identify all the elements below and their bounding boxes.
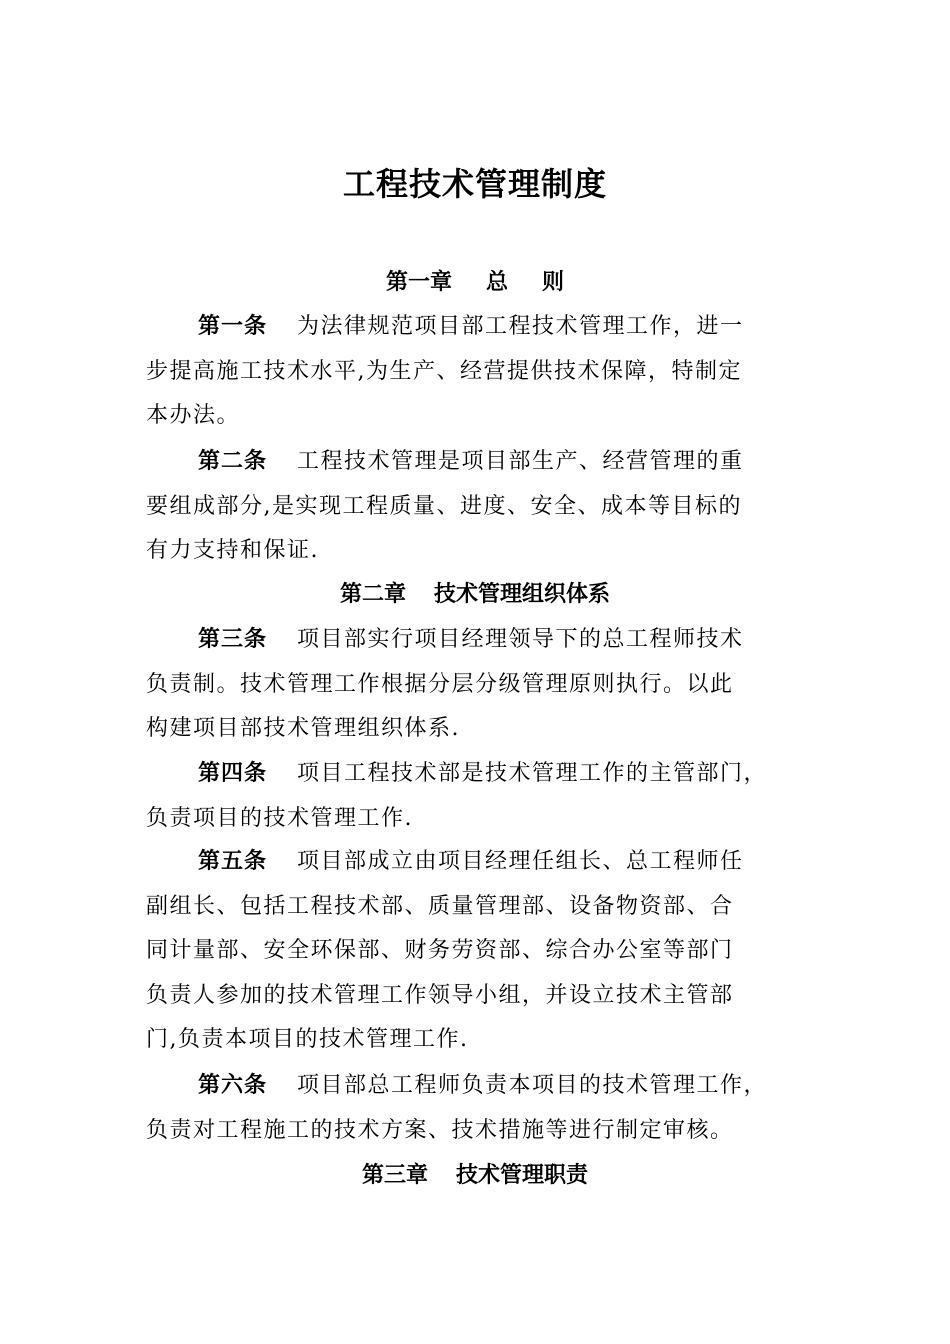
article-5 bbox=[146, 840, 806, 1063]
article-label: 第一条 bbox=[198, 314, 268, 339]
article-line: 负责人参加的技术管理工作领导小组，并设立技术主管部 bbox=[146, 982, 734, 1008]
article-line bbox=[146, 840, 806, 885]
article-text: 项目工程技术部是技术管理工作的主管部门， bbox=[297, 761, 768, 786]
article-line: 要组成部分,是实现工程质量、进度、安全、成本等目标的 bbox=[146, 493, 742, 519]
article-4 bbox=[146, 752, 806, 841]
article-line: 负责制。技术管理工作根据分层分级管理原则执行。以此 bbox=[146, 671, 734, 697]
article-1 bbox=[146, 305, 806, 439]
chapter-heading-2 bbox=[0, 580, 950, 610]
article-text: 项目部成立由项目经理任组长、总工程师任 bbox=[297, 849, 744, 874]
article-line: 负责项目的技术管理工作. bbox=[146, 805, 413, 831]
chapter-name-part: 总 bbox=[485, 270, 508, 295]
article-line: 同计量部、安全环保部、财务劳资部、综合办公室等部门 bbox=[146, 938, 734, 963]
chapter-label: 第一章 bbox=[385, 270, 452, 295]
chapter-name: 技术管理职责 bbox=[456, 1163, 589, 1188]
chapter-heading-3 bbox=[0, 1161, 950, 1191]
article-2 bbox=[146, 440, 806, 574]
article-text: 为法律规范项目部工程技术管理工作，进一 bbox=[297, 314, 744, 339]
article-line bbox=[146, 1064, 806, 1109]
article-6 bbox=[146, 1064, 806, 1153]
article-text: 项目部总工程师负责本项目的技术管理工作， bbox=[297, 1073, 768, 1098]
chapter-label: 第三章 bbox=[361, 1163, 428, 1188]
article-text: 项目部实行项目经理领导下的总工程师技术 bbox=[297, 627, 744, 652]
article-line bbox=[146, 618, 806, 663]
article-line: 步提高施工技术水平,为生产、经营提供技术保障，特制定 bbox=[146, 358, 742, 384]
chapter-name-part: 则 bbox=[542, 270, 565, 295]
article-line bbox=[146, 752, 806, 797]
article-line: 副组长、包括工程技术部、质量管理部、设备物资部、合 bbox=[146, 893, 734, 919]
article-line bbox=[146, 305, 806, 350]
article-label: 第二条 bbox=[198, 449, 268, 474]
article-line: 本办法。 bbox=[146, 403, 241, 428]
chapter-name: 技术管理组织体系 bbox=[434, 582, 611, 607]
article-line: 有力支持和保证. bbox=[146, 538, 319, 563]
chapter-label: 第二章 bbox=[339, 582, 406, 607]
article-label: 第三条 bbox=[198, 627, 268, 652]
article-line: 门,负责本项目的技术管理工作. bbox=[146, 1027, 469, 1052]
article-label: 第五条 bbox=[198, 849, 268, 874]
article-3 bbox=[146, 618, 806, 752]
article-line: 负责对工程施工的技术方案、技术措施等进行制定审核。 bbox=[146, 1117, 734, 1143]
article-text: 工程技术管理是项目部生产、经营管理的重 bbox=[297, 449, 744, 474]
document-title: 工程技术管理制度 bbox=[342, 165, 607, 203]
article-label: 第四条 bbox=[198, 761, 268, 786]
chapter-heading-1 bbox=[0, 268, 950, 298]
article-line bbox=[146, 440, 806, 485]
article-line: 构建项目部技术管理组织体系. bbox=[146, 716, 460, 741]
article-label: 第六条 bbox=[198, 1073, 268, 1098]
